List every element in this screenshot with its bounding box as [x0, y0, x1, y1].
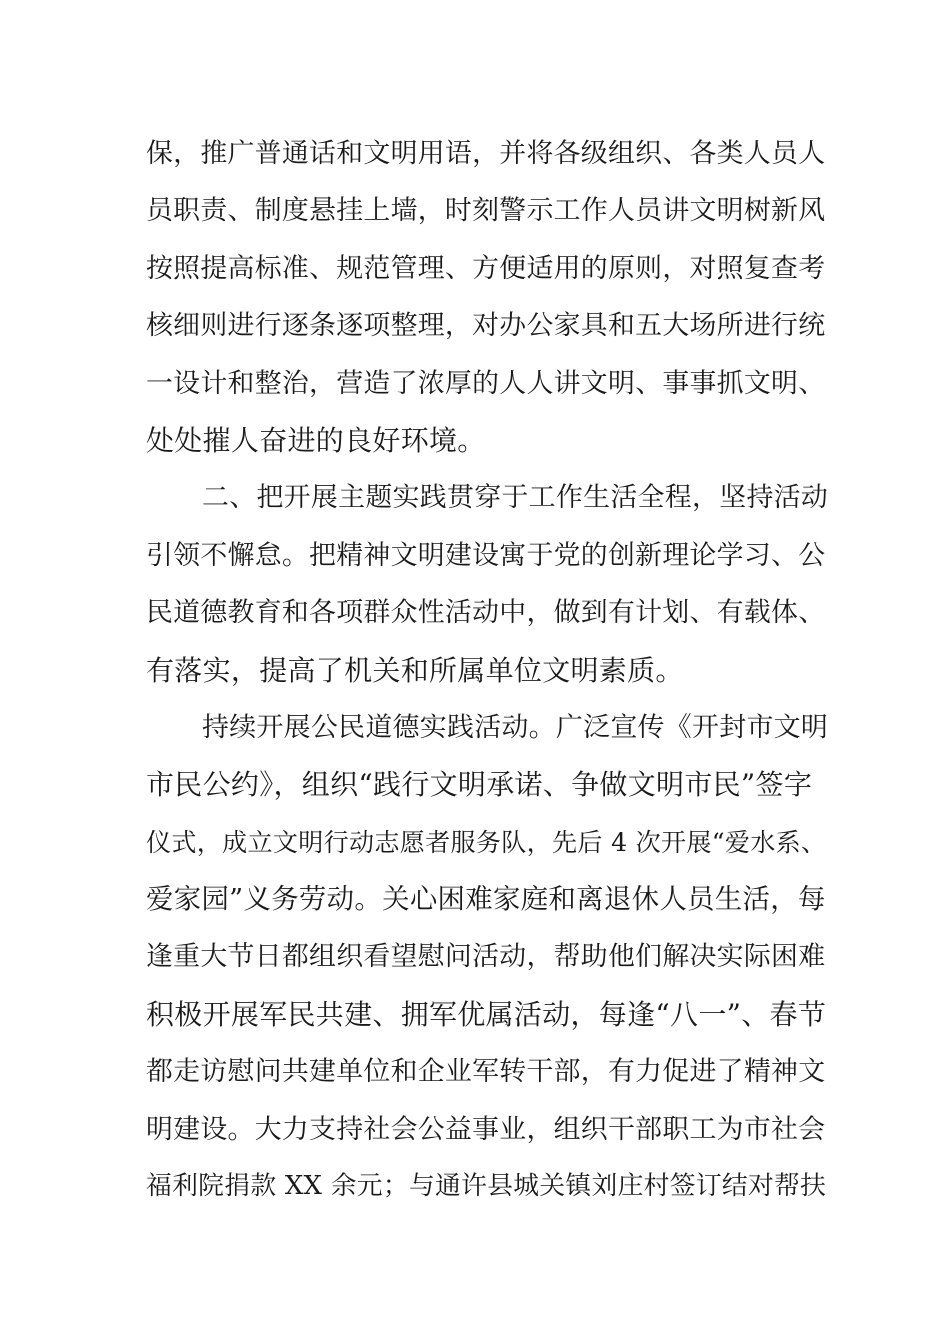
text-line: 积极开展军民共建、拥军优属活动，每逢“八一”、春节: [146, 997, 827, 1031]
text-line: 都走访慰问共建单位和企业军转干部，有力促进了精神文: [146, 1056, 826, 1088]
text-line: 一设计和整治，营造了浓厚的人人讲文明、事事抓文明、: [146, 367, 826, 399]
text-line: 员职责、制度悬挂上墙，时刻警示工作人员讲文明树新风: [146, 195, 826, 227]
text-line: 民道德教育和各项群众性活动中，做到有计划、有载体、: [146, 597, 826, 629]
text-line: 引领不懈怠。把精神文明建设寓于党的创新理论学习、公: [146, 539, 826, 571]
text-line: 福利院捐款 XX 余元；与通许县城关镇刘庄村签订结对帮扶: [146, 1171, 827, 1202]
text-line: 保，推广普通话和文明用语，并将各级组织、各类人员人: [146, 138, 826, 169]
paragraph-heading-line: 二、把开展主题实践贯穿于工作生活全程，坚持活动: [202, 482, 829, 514]
text-line: 有落实，提高了机关和所属单位文明素质。: [146, 653, 684, 687]
text-line: 明建设。大力支持社会公益事业，组织干部职工为市社会: [146, 1113, 826, 1145]
text-line: 仪式，成立文明行动志愿者服务队，先后 4 次开展“爱水系、: [146, 827, 827, 857]
text-line: 逢重大节日都组织看望慰问活动，帮助他们解决实际困难: [146, 941, 826, 973]
text-line: 处处摧人奋进的良好环境。: [146, 423, 486, 457]
text-line: 爱家园”义务劳动。关心困难家庭和离退休人员生活，每: [146, 884, 826, 916]
text-line: 按照提高标准、规范管理、方便适用的原则，对照复查考: [146, 252, 826, 284]
text-line: 核细则进行逐条逐项整理，对办公家具和五大场所进行统: [146, 310, 826, 342]
text-line: 市民公约》，组织“践行文明承诺、争做文明市民”签字: [146, 768, 813, 802]
paragraph-start-line: 持续开展公民道德实践活动。广泛宣传《开封市文明: [202, 711, 829, 743]
document-body: [146, 125, 829, 1215]
